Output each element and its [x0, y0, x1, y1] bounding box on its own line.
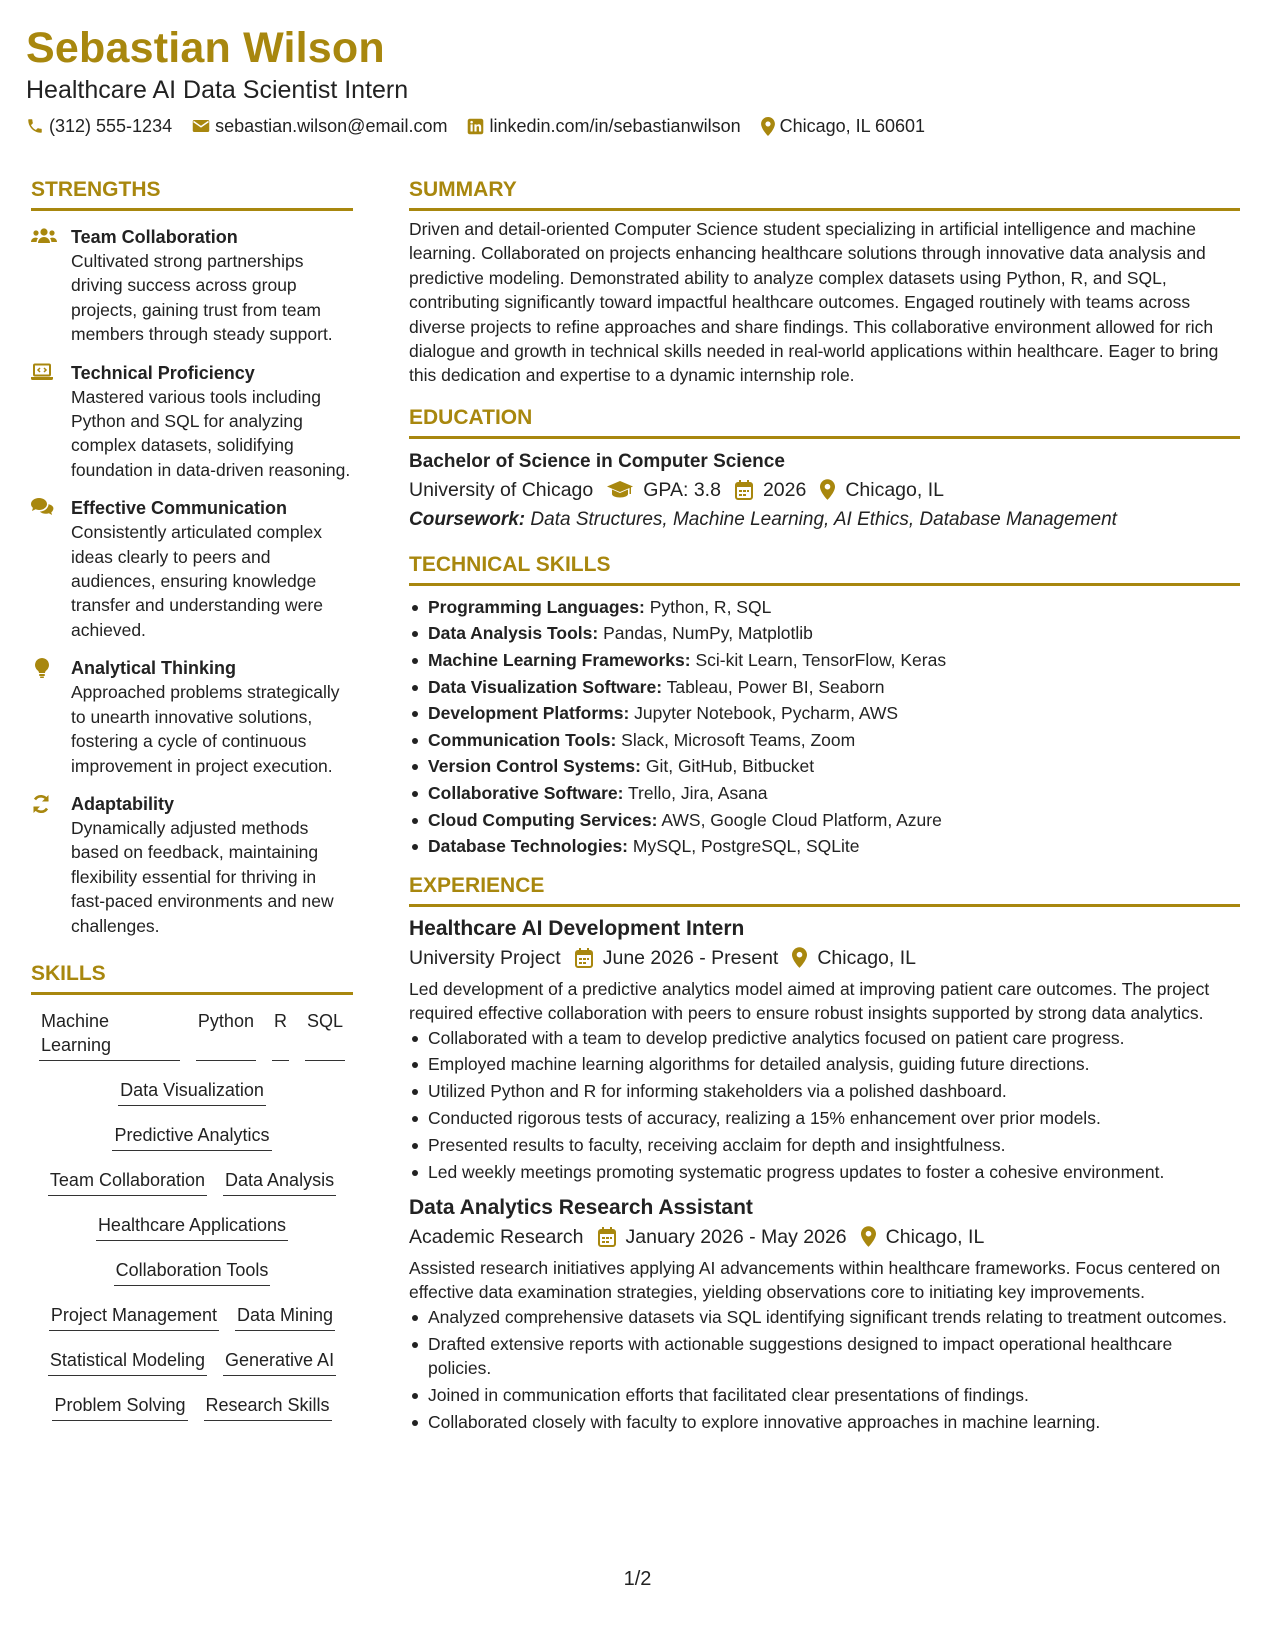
- job-org: [409, 943, 561, 973]
- technical-skill-label: Machine Learning Frameworks:: [428, 650, 691, 671]
- map-pin-icon: [820, 479, 835, 500]
- strength-desc: Mastered various tools including Python and SQL for analyzing complex datasets, solidifying foundation in data-driven reasoning.: [71, 386, 351, 480]
- skill-chip: Research Skills: [204, 1393, 332, 1421]
- technical-skill-item: [409, 594, 1240, 621]
- job-entry: [409, 915, 1240, 1184]
- summary-text: Driven and detail-oriented Computer Science student specializing in artificial intelligence and machine learning. Collaborated on projects enhancing healthcare solutions through innovative data analysis and predictive modeling. Demonstrated ability to analyze complex datasets using Python, R, and SQL, contributing significantly toward impactful healthcare outcomes. Engaged routinely with teams across diverse projects to refine approaches and share findings. This collaborative environment allowed for rich dialogue and growth in technical skills needed in real-world applications within healthcare. Eager to bring this dedication and expertise to a dynamic internship role.: [409, 219, 1219, 386]
- job-bullet: Analyzed comprehensive datasets via SQL identifying significant trends relating to treatment outcomes.: [409, 1305, 1240, 1329]
- technical-skill-label: Programming Languages:: [428, 596, 645, 617]
- contact-location: [761, 114, 925, 138]
- phone-text: (312) 555-1234: [49, 116, 173, 136]
- skill-chip: Python: [196, 1009, 256, 1061]
- strength-desc: Cultivated strong partnerships driving success across group projects, gaining trust from team members through steady support.: [71, 251, 333, 345]
- users-icon: [31, 227, 57, 245]
- job-meta: [409, 1222, 1240, 1252]
- job-location: [861, 1222, 985, 1252]
- strength-item: [31, 361, 353, 483]
- job-bullet: Drafted extensive reports with actionable suggestions designed to impact operational healthcare policies.: [409, 1332, 1240, 1381]
- lightbulb-icon: [34, 658, 50, 678]
- job-bullet: Employed machine learning algorithms for detailed analysis, guiding future directions.: [409, 1052, 1240, 1076]
- job-bullet: Conducted rigorous tests of accuracy, realizing a 15% enhancement over prior models.: [409, 1106, 1240, 1130]
- job-entry: [409, 1194, 1240, 1434]
- strength-item: [31, 496, 353, 642]
- job-bullet: Led weekly meetings promoting systematic progress updates to foster a cohesive environment.: [409, 1160, 1240, 1184]
- technical-skills-heading: TECHNICAL SKILLS: [409, 551, 1240, 586]
- contact-phone: [26, 114, 172, 138]
- skill-chip: R: [272, 1009, 289, 1061]
- coursework: [409, 505, 1240, 535]
- job-meta: [409, 943, 1240, 973]
- contact-info: [26, 114, 1246, 138]
- technical-skill-label: Collaborative Software:: [428, 783, 624, 803]
- technical-skill-item: [409, 700, 1240, 727]
- technical-skill-item: [409, 620, 1240, 647]
- technical-skill-label: Development Platforms:: [428, 703, 630, 724]
- contact-linkedin[interactable]: [467, 114, 740, 138]
- skill-chip: Statistical Modeling: [48, 1348, 207, 1376]
- coursework-list: Data Structures, Machine Learning, AI Ethics, Database Management: [530, 508, 1117, 530]
- technical-skill-item: [409, 753, 1240, 780]
- skill-chip: Healthcare Applications: [96, 1213, 288, 1241]
- phone-icon: [26, 117, 44, 135]
- skills-list: [31, 1009, 353, 1421]
- skill-row: [31, 1123, 353, 1151]
- technical-skill-value: Jupyter Notebook, Pycharm, AWS: [634, 703, 899, 724]
- technical-skill-value: Trello, Jira, Asana: [628, 783, 768, 803]
- technical-skill-value: Pandas, NumPy, Matplotlib: [603, 623, 813, 644]
- location-text: Chicago, IL 60601: [779, 116, 926, 136]
- skill-row: [31, 1213, 353, 1241]
- degree-name: Bachelor of Science in Computer Science: [409, 450, 785, 472]
- job-bullets: [409, 1026, 1240, 1184]
- job-location-text: Chicago, IL: [817, 946, 916, 969]
- skill-row: [31, 1009, 353, 1061]
- technical-skill-label: Database Technologies:: [428, 836, 629, 857]
- technical-skill-label: Cloud Computing Services:: [428, 809, 658, 830]
- strength-item: [31, 656, 353, 778]
- technical-skill-value: AWS, Google Cloud Platform, Azure: [661, 809, 942, 830]
- technical-skill-value: Slack, Microsoft Teams, Zoom: [621, 729, 856, 750]
- map-pin-icon: [761, 117, 775, 136]
- strength-desc: Consistently articulated complex ideas clearly to peers and audiences, ensuring knowledge transfer and understanding were achieved.: [71, 522, 323, 640]
- skill-chip: Project Management: [49, 1303, 219, 1331]
- skill-chip: Data Visualization: [118, 1078, 266, 1106]
- school-name: University of Chicago: [409, 478, 594, 501]
- job-bullet: Joined in communication efforts that facilitated clear presentations of findings.: [409, 1383, 1240, 1407]
- technical-skill-label: Data Visualization Software:: [428, 676, 663, 697]
- job-location-text: Chicago, IL: [885, 1225, 985, 1248]
- calendar-icon: [598, 1227, 616, 1247]
- candidate-name: Sebastian Wilson: [26, 24, 385, 72]
- page-number: 1/2: [623, 1568, 652, 1590]
- grad-year: [735, 475, 806, 505]
- job-org-text: Academic Research: [409, 1225, 584, 1248]
- strength-title: Technical Proficiency: [71, 362, 255, 383]
- technical-skills-list: [409, 594, 1240, 860]
- skill-row: [31, 1168, 353, 1196]
- skill-chip: Problem Solving: [52, 1393, 187, 1421]
- technical-skill-item: [409, 727, 1240, 754]
- skill-chip: Data Analysis: [223, 1168, 336, 1196]
- gpa: [607, 475, 721, 505]
- technical-skill-item: [409, 833, 1240, 860]
- technical-skill-value: Tableau, Power BI, Seaborn: [666, 676, 885, 697]
- map-pin-icon: [792, 947, 807, 968]
- technical-skill-label: Communication Tools:: [428, 729, 617, 750]
- job-bullet: Presented results to faculty, receiving acclaim for depth and insightfulness.: [409, 1133, 1240, 1157]
- school: [409, 475, 593, 505]
- calendar-icon: [575, 948, 593, 968]
- job-bullets: [409, 1305, 1240, 1434]
- contact-email[interactable]: [192, 114, 447, 138]
- job-bullet: Utilized Python and R for informing stakeholders via a polished dashboard.: [409, 1079, 1240, 1103]
- strength-desc: Approached problems strategically to unearth innovative solutions, fostering a cycle of continuous improvement in project execution.: [71, 682, 340, 776]
- education-heading: EDUCATION: [409, 404, 1240, 439]
- summary-heading: SUMMARY: [409, 176, 1240, 211]
- skill-chip: Team Collaboration: [48, 1168, 207, 1196]
- skill-chip: Machine Learning: [39, 1009, 180, 1061]
- year-text: 2026: [762, 478, 807, 501]
- technical-skill-item: [409, 674, 1240, 701]
- comments-icon: [31, 498, 55, 516]
- technical-skill-label: Version Control Systems:: [428, 756, 641, 777]
- email-text[interactable]: sebastian.wilson@email.com: [215, 116, 448, 136]
- skill-chip: Collaboration Tools: [114, 1258, 271, 1286]
- job-dates-text: June 2026 - Present: [602, 946, 779, 969]
- strengths-heading: STRENGTHS: [31, 176, 353, 211]
- skill-chip: Predictive Analytics: [112, 1123, 271, 1151]
- job-description: Assisted research initiatives applying AI advancements within healthcare frameworks. Focus centered on effective data examination strategies, yielding observations core to initiating key improvements.: [409, 1257, 1221, 1303]
- job-dates: [575, 943, 779, 973]
- skills-heading: SKILLS: [31, 960, 353, 995]
- sync-icon: [31, 794, 51, 814]
- skill-row: [31, 1348, 353, 1376]
- job-bullet: Collaborated with a team to develop predictive analytics focused on patient care progress.: [409, 1026, 1240, 1050]
- technical-skill-item: [409, 780, 1240, 807]
- gpa-text: GPA: 3.8: [643, 478, 721, 501]
- job-title: Healthcare AI Development Intern: [409, 916, 745, 940]
- job-org-text: University Project: [409, 946, 561, 969]
- school-location-text: Chicago, IL: [845, 478, 944, 501]
- technical-skill-item: [409, 807, 1240, 834]
- job-title: Data Analytics Research Assistant: [409, 1195, 753, 1219]
- map-pin-icon: [861, 1226, 876, 1247]
- job-bullet: Collaborated closely with faculty to explore innovative approaches in machine learning.: [409, 1410, 1240, 1434]
- coursework-label: Coursework:: [409, 508, 526, 530]
- right-column: [409, 176, 1240, 1436]
- skill-chip: Data Mining: [235, 1303, 335, 1331]
- skill-row: [31, 1078, 353, 1106]
- technical-skill-value: MySQL, PostgreSQL, SQLite: [632, 836, 860, 857]
- skill-row: [31, 1258, 353, 1286]
- education-meta: [409, 475, 1240, 505]
- technical-skill-value: Sci-kit Learn, TensorFlow, Keras: [695, 650, 947, 671]
- strength-title: Effective Communication: [71, 498, 288, 519]
- strength-desc: Dynamically adjusted methods based on feedback, maintaining flexibility essential for thriving in fast-paced environments and new challenges.: [71, 817, 334, 936]
- experience-list: [409, 915, 1240, 1434]
- envelope-icon: [192, 118, 210, 134]
- technical-skill-label: Data Analysis Tools:: [428, 623, 599, 644]
- job-location: [792, 943, 916, 973]
- technical-skill-item: [409, 647, 1240, 674]
- resume-header: [26, 22, 1246, 138]
- calendar-icon: [735, 480, 753, 500]
- job-dates-text: January 2026 - May 2026: [625, 1225, 847, 1248]
- strength-item: [31, 792, 353, 938]
- skill-chip: SQL: [305, 1009, 345, 1061]
- skill-chip: Generative AI: [223, 1348, 336, 1376]
- graduation-cap-icon: [607, 481, 633, 499]
- skill-row: [31, 1303, 353, 1331]
- strength-title: Adaptability: [71, 793, 175, 814]
- linkedin-text[interactable]: linkedin.com/in/sebastianwilson: [489, 116, 741, 136]
- experience-heading: EXPERIENCE: [409, 872, 1240, 907]
- technical-skill-value: Git, GitHub, Bitbucket: [645, 756, 815, 777]
- job-org: [409, 1222, 584, 1252]
- strength-item: [31, 225, 353, 347]
- left-column: [31, 176, 353, 1438]
- linkedin-icon: [467, 118, 484, 135]
- strength-title: Analytical Thinking: [71, 658, 237, 679]
- skill-row: [31, 1393, 353, 1421]
- job-description: Led development of a predictive analytics model aimed at improving patient care outcomes. The project required effective collaboration with peers to ensure robust insights supported by strong data analytics.: [409, 978, 1210, 1024]
- job-dates: [598, 1222, 847, 1252]
- strength-title: Team Collaboration: [71, 227, 238, 247]
- candidate-title: Healthcare AI Data Scientist Intern: [26, 76, 409, 104]
- technical-skill-value: Python, R, SQL: [649, 596, 772, 617]
- school-location: [820, 475, 944, 505]
- laptop-code-icon: [31, 363, 53, 381]
